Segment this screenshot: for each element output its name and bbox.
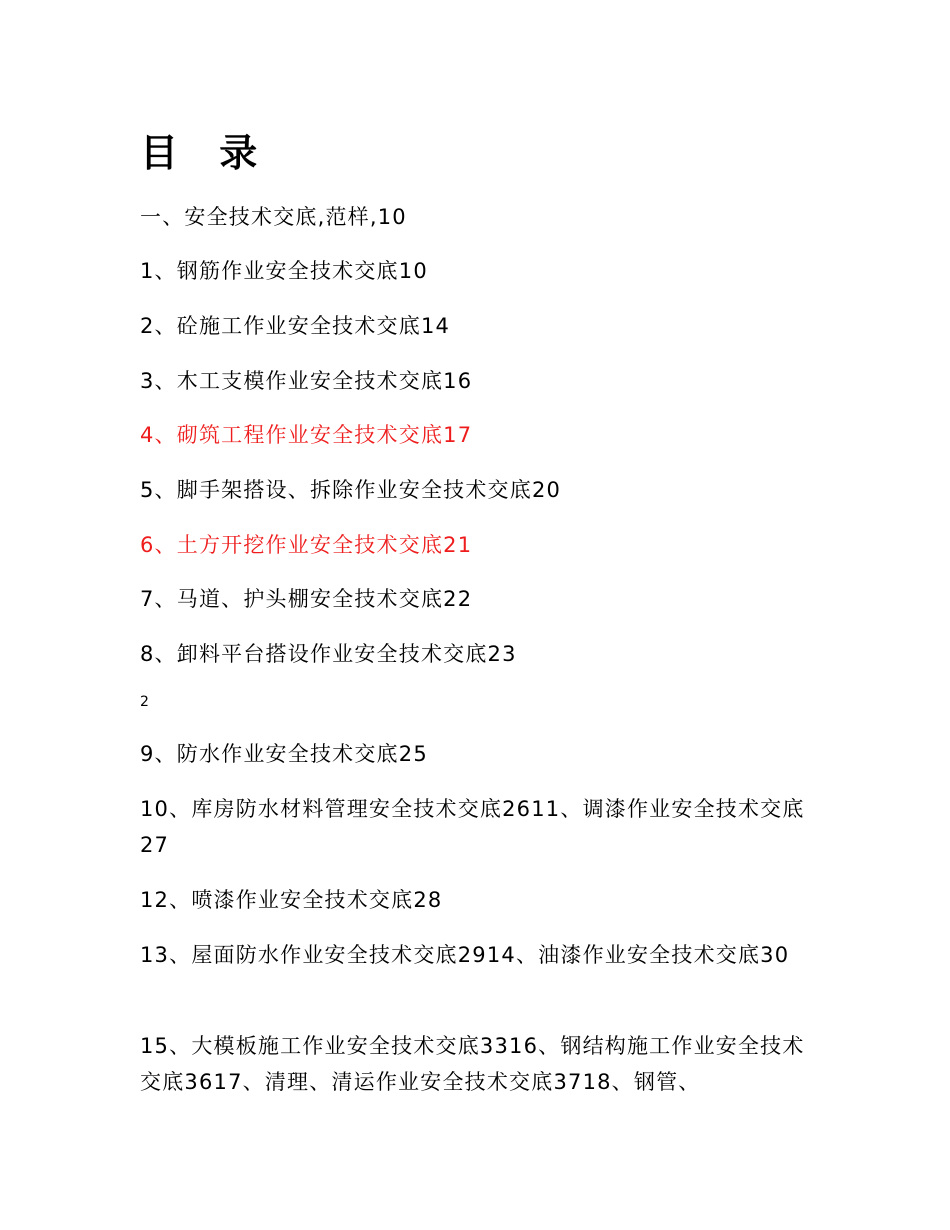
toc-entry-unloading-platform: 8、卸料平台搭设作业安全技术交底23 (140, 642, 517, 666)
toc-entry-large-formwork-steel: 15、大模板施工作业安全技术交底3316、钢结构施工作业安全技术交底3617、清理、清运作业安全技术交底3718、钢管、 (140, 1034, 805, 1094)
toc-entry-excavation: 6、土方开挖作业安全技术交底21 (140, 533, 473, 557)
toc-entry-concrete: 2、砼施工作业安全技术交底14 (140, 314, 451, 338)
toc-entry-warehouse-paint: 10、库房防水材料管理安全技术交底2611、调漆作业安全技术交底27 (140, 797, 805, 857)
toc-title: 目 录 (140, 131, 272, 175)
toc-entry-waterproofing: 9、防水作业安全技术交底25 (140, 742, 428, 766)
toc-entry-spray-paint: 12、喷漆作业安全技术交底28 (140, 888, 443, 912)
toc-entry-roof-oil-paint: 13、屋面防水作业安全技术交底2914、油漆作业安全技术交底30 (140, 943, 790, 967)
toc-entry-scaffolding: 5、脚手架搭设、拆除作业安全技术交底20 (140, 478, 562, 502)
toc-entry-safety-samples: 一、安全技术交底,范样,10 (140, 205, 407, 229)
page-number: 2 (140, 694, 149, 710)
toc-entry-rebar: 1、钢筋作业安全技术交底10 (140, 259, 428, 283)
toc-entry-ramp-canopy: 7、马道、护头棚安全技术交底22 (140, 587, 473, 611)
toc-entry-formwork: 3、木工支模作业安全技术交底16 (140, 369, 473, 393)
toc-entry-masonry: 4、砌筑工程作业安全技术交底17 (140, 423, 473, 447)
